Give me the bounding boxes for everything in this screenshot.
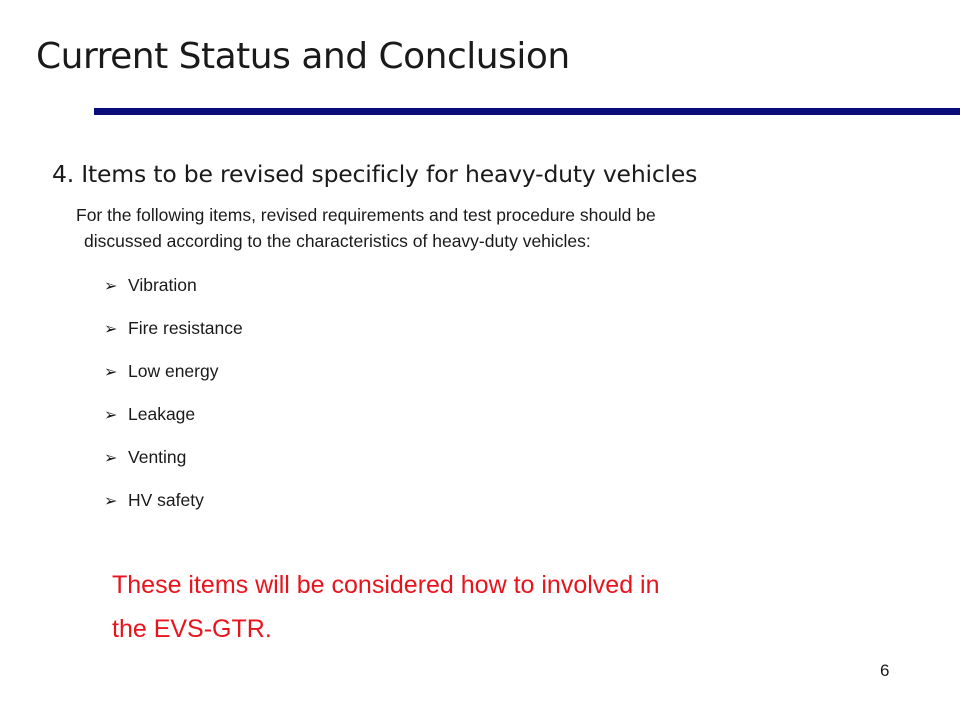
list-item bbox=[104, 479, 243, 522]
list-item-label: Low energy bbox=[128, 361, 219, 381]
title-divider bbox=[94, 108, 960, 115]
list-item-label: HV safety bbox=[128, 490, 204, 510]
list-item-label: Venting bbox=[128, 447, 187, 467]
conclusion-note bbox=[112, 563, 660, 651]
list-item-label: Leakage bbox=[128, 404, 196, 424]
conclusion-line-2: the EVS-GTR. bbox=[112, 615, 272, 643]
arrow-bullet-icon: ➢ bbox=[104, 320, 118, 338]
conclusion-line-1: These items will be considered how to involved in bbox=[112, 571, 660, 599]
intro-line-2: discussed according to the characteristics of heavy-duty vehicles: bbox=[84, 231, 591, 251]
revision-items-list bbox=[104, 264, 243, 522]
intro-paragraph bbox=[76, 202, 656, 254]
arrow-bullet-icon: ➢ bbox=[104, 406, 118, 424]
list-item-label: Fire resistance bbox=[128, 318, 243, 338]
list-item-label: Vibration bbox=[128, 275, 197, 295]
page-number: 6 bbox=[880, 661, 890, 680]
arrow-bullet-icon: ➢ bbox=[104, 492, 118, 510]
section-heading: 4. Items to be revised specificly for heavy-duty vehicles bbox=[52, 160, 698, 188]
list-item bbox=[104, 393, 243, 436]
list-item bbox=[104, 350, 243, 393]
list-item bbox=[104, 436, 243, 479]
list-item bbox=[104, 264, 243, 307]
slide-title: Current Status and Conclusion bbox=[36, 36, 570, 77]
list-item bbox=[104, 307, 243, 350]
arrow-bullet-icon: ➢ bbox=[104, 363, 118, 381]
intro-line-1: For the following items, revised requirements and test procedure should be bbox=[76, 205, 656, 225]
arrow-bullet-icon: ➢ bbox=[104, 277, 118, 295]
arrow-bullet-icon: ➢ bbox=[104, 449, 118, 467]
